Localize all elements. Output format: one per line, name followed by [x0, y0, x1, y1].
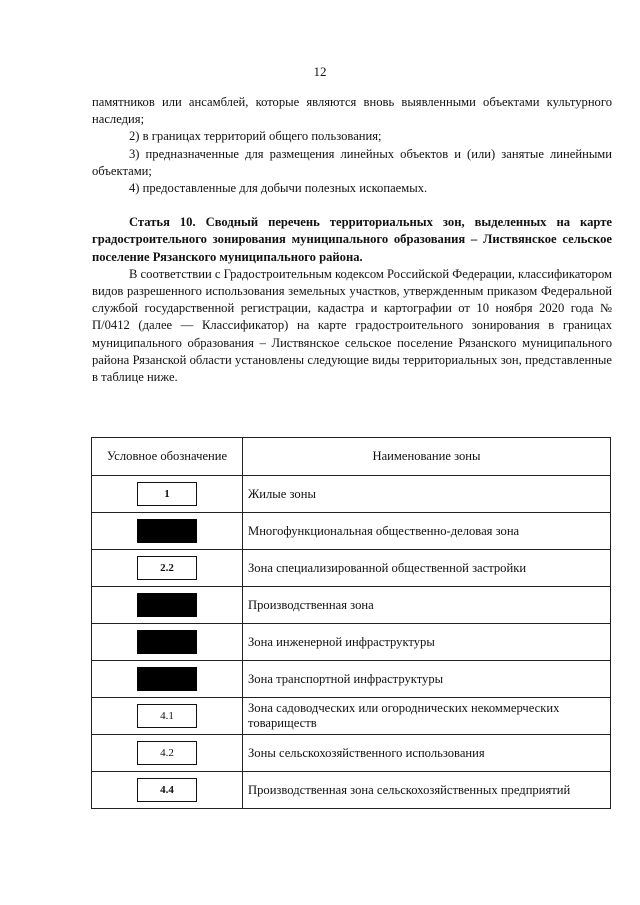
zone-symbol-cell	[92, 698, 243, 735]
zone-name: Зона садоводческих или огороднических некоммерческих товариществ	[243, 698, 611, 735]
header-name: Наименование зоны	[243, 438, 611, 476]
list-item-4: 4) предоставленные для добычи полезных ископаемых.	[129, 181, 428, 196]
zone-symbol-cell	[92, 550, 243, 587]
zone-symbol-box: 4.2	[137, 741, 197, 765]
table-row	[92, 476, 611, 513]
zone-symbol-filled	[137, 593, 197, 617]
header-symbol: Условное обозначение	[92, 438, 243, 476]
zone-name: Зоны сельскохозяйственного использования	[243, 735, 611, 772]
list-item-2: 2) в границах территорий общего пользования;	[129, 129, 382, 144]
zone-symbol-box: 4.4	[137, 778, 197, 802]
paragraph-continuation: памятников или ансамблей, которые являются вновь выявленными объектами культурного наследия;	[92, 95, 612, 127]
table-row	[92, 772, 611, 809]
zone-symbol-cell	[92, 476, 243, 513]
zone-symbol-box: 1	[137, 482, 197, 506]
table-row	[92, 587, 611, 624]
zone-symbol-cell	[92, 661, 243, 698]
zones-table	[91, 437, 611, 809]
table-row	[92, 661, 611, 698]
zone-symbol-box: 2.2	[137, 556, 197, 580]
zone-symbol-cell	[92, 772, 243, 809]
zone-symbol-cell	[92, 735, 243, 772]
zone-symbol-cell	[92, 624, 243, 661]
article-heading: Статья 10. Сводный перечень территориальных зон, выделенных на карте градостроительного зонирования муниципального образования – Листвянское сельское поселение Рязанского муниципального района.	[92, 215, 612, 264]
zone-symbol-box: 4.1	[137, 704, 197, 728]
zone-name: Производственная зона	[243, 587, 611, 624]
list-item-3: 3) предназначенные для размещения линейных объектов и (или) занятые линейными объектами;	[92, 146, 612, 178]
zone-name: Производственная зона сельскохозяйственных предприятий	[243, 772, 611, 809]
table-row	[92, 735, 611, 772]
zone-symbol-filled	[137, 630, 197, 654]
zone-name: Многофункциональная общественно-деловая зона	[243, 513, 611, 550]
zone-symbol-cell	[92, 513, 243, 550]
zone-name: Зона транспортной инфраструктуры	[243, 661, 611, 698]
table-row	[92, 698, 611, 735]
zone-symbol-filled	[137, 519, 197, 543]
table-row	[92, 513, 611, 550]
zone-name: Зона специализированной общественной застройки	[243, 550, 611, 587]
zone-symbol-cell	[92, 587, 243, 624]
zone-name: Зона инженерной инфраструктуры	[243, 624, 611, 661]
table-row	[92, 550, 611, 587]
zone-symbol-filled	[137, 667, 197, 691]
table-header-row	[92, 438, 611, 476]
body-text	[92, 94, 612, 386]
article-body: В соответствии с Градостроительным кодексом Российской Федерации, классификатором видов разрешенного использования земельных участков, утвержденным приказом Федеральной службой государственной регистрации, кадастра и картографии от 10 ноября 2020 года № П/0412 (далее — Классификатор) на карте градостроительного зонирования в границах муниципального образования – Листвянское сельское поселение Рязанского муниципального района Рязанской области установлены следующие виды территориальных зон, представленные в таблице ниже.	[92, 266, 612, 385]
page-number: 12	[313, 64, 327, 79]
table-row	[92, 624, 611, 661]
zone-name: Жилые зоны	[243, 476, 611, 513]
